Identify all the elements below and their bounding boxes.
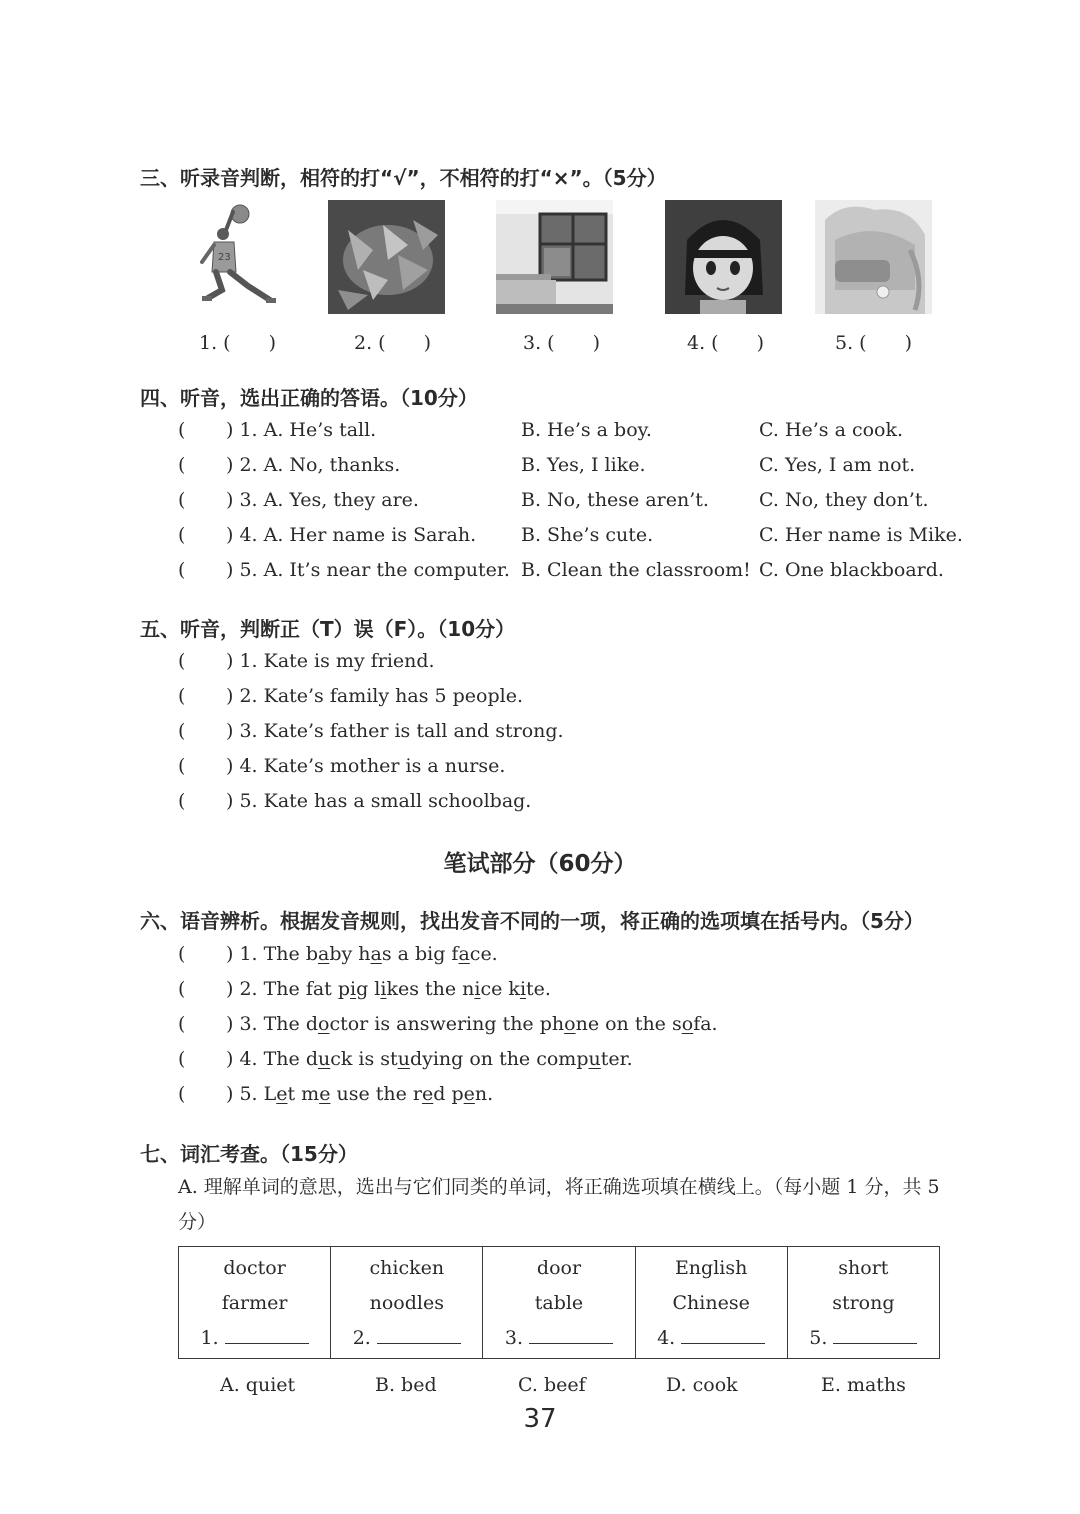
phonics-sentence: ) 5. Let me use the red pen.	[226, 1083, 494, 1105]
vocab-word: Chinese	[672, 1292, 750, 1314]
option-c: C. Yes, I am not.	[759, 454, 916, 476]
phonics-sentence: ) 3. The doctor is answering the phone on the sofa.	[226, 1013, 718, 1035]
answer-blank[interactable]	[377, 1323, 461, 1344]
blank-number: 5.	[809, 1327, 828, 1349]
vocab-table	[178, 1246, 940, 1359]
section-6-heading: 六、语音辨析。根据发音规则，找出发音不同的一项，将正确的选项填在括号内。（5分）	[140, 909, 924, 933]
phonics-row	[0, 943, 1080, 973]
option-a: ) 1. A. He’s tall.	[226, 419, 377, 441]
answer-paren: (	[178, 978, 186, 1000]
answer-paren: (	[178, 559, 186, 581]
question-row	[0, 559, 1080, 589]
option-a: ) 3. A. Yes, they are.	[226, 489, 419, 511]
option-a: ) 5. A. It’s near the computer.	[226, 559, 510, 581]
word-option: C. beef	[518, 1374, 586, 1396]
blank-number: 1.	[200, 1327, 219, 1349]
answer-paren: (	[178, 1013, 186, 1035]
option-b: B. No, these aren’t.	[521, 489, 709, 511]
vocab-cell	[635, 1247, 787, 1359]
statement-row	[0, 650, 1080, 680]
statement-row	[0, 755, 1080, 785]
phonics-sentence: ) 1. The baby has a big face.	[226, 943, 498, 965]
answer-blank[interactable]	[833, 1323, 917, 1344]
leaves-hand-photo-icon	[328, 200, 445, 314]
answer-paren: (	[178, 755, 186, 777]
vocab-cell	[179, 1247, 331, 1359]
answer-paren: (	[178, 1083, 186, 1105]
vocab-word: table	[534, 1292, 584, 1314]
vocab-word: doctor	[223, 1257, 286, 1279]
answer-paren: (	[178, 1048, 186, 1070]
phonics-row	[0, 978, 1080, 1008]
answer-paren: (	[178, 454, 186, 476]
picture-row	[0, 200, 1080, 320]
question-row	[0, 454, 1080, 484]
question-row	[0, 489, 1080, 519]
answer-blank[interactable]	[529, 1323, 613, 1344]
statement-text: ) 5. Kate has a small schoolbag.	[226, 790, 532, 812]
picture-label-2: 2. ( )	[354, 332, 431, 354]
statement-text: ) 2. Kate’s family has 5 people.	[226, 685, 524, 707]
section-3-heading: 三、听录音判断，相符的打“√”，不相符的打“×”。（5分）	[140, 166, 667, 190]
blank-number: 4.	[657, 1327, 676, 1349]
word-option: D. cook	[666, 1374, 738, 1396]
option-b: B. She’s cute.	[521, 524, 654, 546]
option-b: B. Yes, I like.	[521, 454, 646, 476]
statement-row	[0, 720, 1080, 750]
vocab-cell	[483, 1247, 635, 1359]
phonics-row	[0, 1013, 1080, 1043]
statement-row	[0, 790, 1080, 820]
svg-text:23: 23	[218, 252, 231, 263]
word-option: E. maths	[821, 1374, 906, 1396]
phonics-row	[0, 1083, 1080, 1113]
vocab-instruction: A. 理解单词的意思，选出与它们同类的单词，将正确选项填在横线上。（每小题 1 分，共 5 分）	[178, 1176, 940, 1233]
bedroom-photo-icon	[496, 200, 613, 314]
option-c: C. He’s a cook.	[759, 419, 904, 441]
section-5-heading: 五、听音，判断正（T）误（F）。（10分）	[140, 617, 516, 641]
picture-label-4: 4. ( )	[687, 332, 764, 354]
question-row	[0, 524, 1080, 554]
vocab-word: English	[674, 1257, 748, 1279]
answer-paren: (	[178, 943, 186, 965]
vocab-word: farmer	[221, 1292, 288, 1314]
picture-label-5: 5. ( )	[835, 332, 912, 354]
phonics-row	[0, 1048, 1080, 1078]
page-number: 37	[523, 1404, 557, 1434]
answer-blank[interactable]	[225, 1323, 309, 1344]
option-b: B. He’s a boy.	[521, 419, 652, 441]
option-b: B. Clean the classroom!	[521, 559, 751, 581]
vocab-word: door	[536, 1257, 582, 1279]
statement-text: ) 4. Kate’s mother is a nurse.	[226, 755, 506, 777]
basketball-player-icon	[178, 200, 295, 314]
answer-paren: (	[178, 419, 186, 441]
answer-paren: (	[178, 650, 186, 672]
answer-blank[interactable]	[681, 1323, 765, 1344]
vocab-word: noodles	[369, 1292, 444, 1314]
statement-text: ) 3. Kate’s father is tall and strong.	[226, 720, 564, 742]
answer-paren: (	[178, 790, 186, 812]
word-option: B. bed	[375, 1374, 437, 1396]
phonics-sentence: ) 2. The fat pig likes the nice kite.	[226, 978, 551, 1000]
word-option: A. quiet	[220, 1374, 296, 1396]
option-a: ) 4. A. Her name is Sarah.	[226, 524, 477, 546]
cartoon-girl-icon	[665, 200, 782, 314]
phonics-sentence: ) 4. The duck is studying on the computer.	[226, 1048, 633, 1070]
option-c: C. Her name is Mike.	[759, 524, 963, 546]
vocab-word: strong	[832, 1292, 895, 1314]
statement-row	[0, 685, 1080, 715]
answer-paren: (	[178, 720, 186, 742]
statement-text: ) 1. Kate is my friend.	[226, 650, 435, 672]
answer-paren: (	[178, 685, 186, 707]
question-row	[0, 419, 1080, 449]
vocab-cell	[787, 1247, 939, 1359]
option-a: ) 2. A. No, thanks.	[226, 454, 401, 476]
picture-label-3: 3. ( )	[523, 332, 600, 354]
vocab-word: short	[838, 1257, 889, 1279]
blank-number: 2.	[352, 1327, 371, 1349]
section-7-heading: 七、词汇考查。（15分）	[140, 1142, 358, 1166]
blank-number: 3.	[504, 1327, 524, 1349]
section-4-heading: 四、听音，选出正确的答语。（10分）	[140, 386, 478, 410]
answer-paren: (	[178, 524, 186, 546]
option-c: C. One blackboard.	[759, 559, 944, 581]
answer-paren: (	[178, 489, 186, 511]
picture-label-1: 1. ( )	[199, 332, 276, 354]
option-c: C. No, they don’t.	[759, 489, 929, 511]
written-part-title: 笔试部分（60分）	[443, 851, 637, 877]
vocab-cell	[331, 1247, 483, 1359]
schoolbag-photo-icon	[815, 200, 932, 314]
vocab-word: chicken	[369, 1257, 445, 1279]
